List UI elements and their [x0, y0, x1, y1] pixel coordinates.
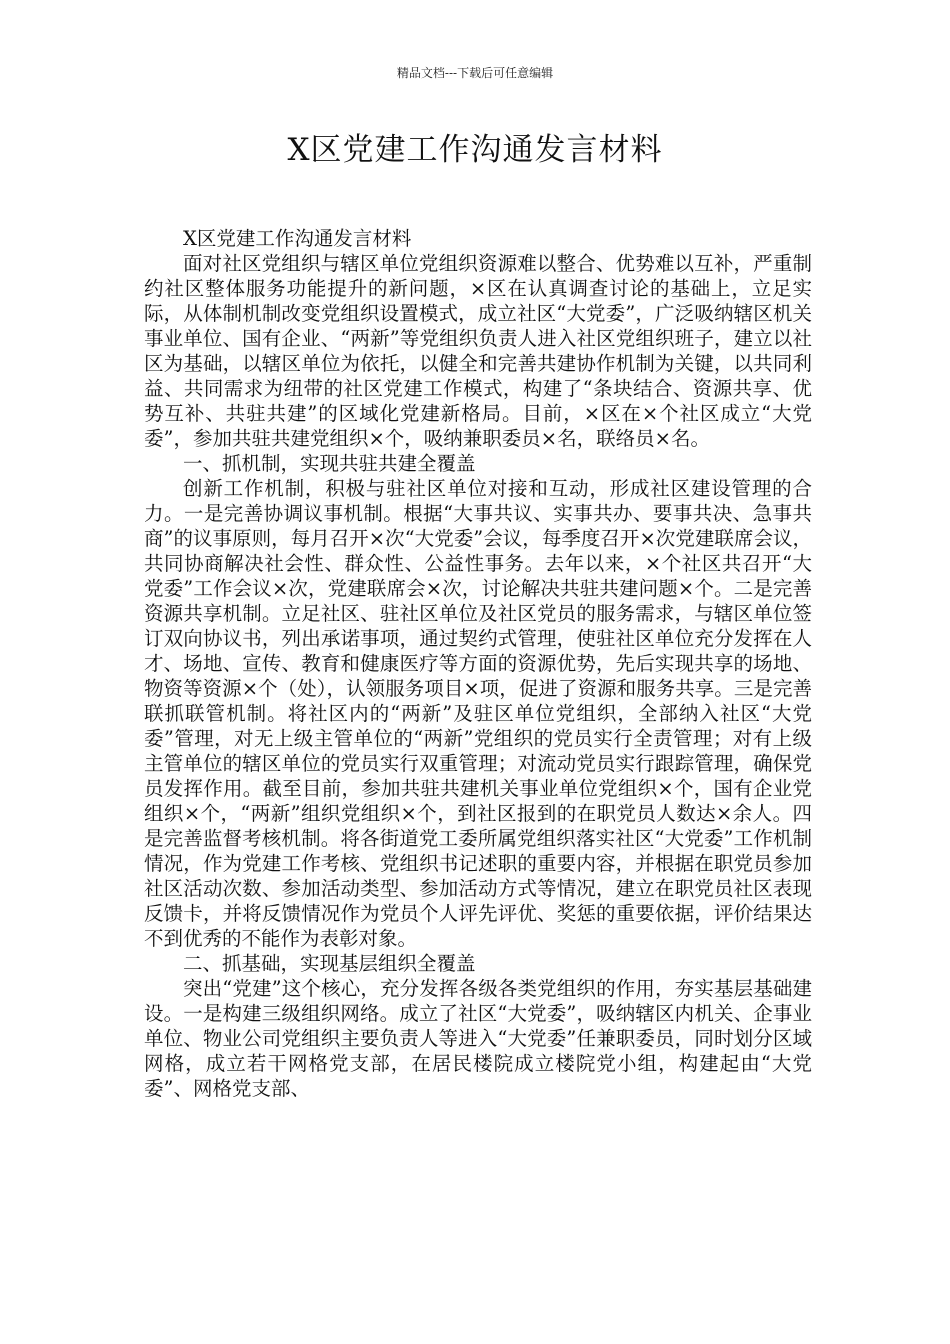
- paragraph-section-1: 创新工作机制，积极与驻社区单位对接和互动，形成社区建设管理的合力。一是完善协调议事机制。根据“大事共议、实事共办、要事共决、急事共商”的议事原则，每月召开×次“大党委”会议，每季度召开×次党建联席会议，共同协商解决社会性、群众性、公益性事务。去年以来，×个社区共召开“大党委”工作会议×次，党建联席会×次，讨论解决共驻共建问题×个。二是完善资源共享机制。立足社区、驻社区单位及社区党员的服务需求，与辖区单位签订双向协议书，列出承诺事项，通过契约式管理，使驻社区单位充分发挥在人才、场地、宣传、教育和健康医疗等方面的资源优势，先后实现共享的场地、物资等资源×个（处），认领服务项目×项，促进了资源和服务共享。三是完善联抓联管机制。将社区内的“两新”及驻区单位党组织，全部纳入社区“大党委”管理，对无上级主管单位的“两新”党组织的党员实行全责管理；对有上级主管单位的辖区单位的党员实行双重管理；对流动党员实行跟踪管理，确保党员发挥作用。截至目前，参加共驻共建机关事业单位党组织×个，国有企业党组织×个，“两新”组织党组织×个，到社区报到的在职党员人数达×余人。四是完善监督考核机制。将各街道党工委所属党组织落实社区“大党委”工作机制情况，作为党建工作考核、党组织书记述职的重要内容，并根据在职党员参加社区活动次数、参加活动类型、参加活动方式等情况，建立在职党员社区表现反馈卡，并将反馈情况作为党员个人评先评优、奖惩的重要依据，评价结果达不到优秀的不能作为表彰对象。: [144, 477, 812, 950]
- paragraph-intro: 面对社区党组织与辖区单位党组织资源难以整合、优势难以互补，严重制约社区整体服务功能提升的新问题，×区在认真调查讨论的基础上，立足实际，从体制机制改变党组织设置模式，成立社区“大党委”，广泛吸纳辖区机关事业单位、国有企业、“两新”等党组织负责人进入社区党组织班子，建立以社区为基础，以辖区单位为依托，以健全和完善共建协作机制为关键，以共同利益、共同需求为纽带的社区党建工作模式，构建了“条块结合、资源共享、优势互补、共驻共建”的区域化党建新格局。目前，×区在×个社区成立“大党委”，参加共驻共建党组织×个，吸纳兼职委员×名，联络员×名。: [144, 252, 812, 450]
- header-note: 精品文档---下载后可任意编辑: [396, 66, 554, 80]
- section-heading-1: 一、抓机制，实现共驻共建全覆盖: [183, 452, 476, 475]
- section-heading-2: 二、抓基础，实现基层组织全覆盖: [183, 952, 476, 975]
- paragraph-section-2: 突出“党建”这个核心，充分发挥各级各类党组织的作用，夯实基层基础建设。一是构建三级组织网络。成立了社区“大党委”，吸纳辖区内机关、企事业单位、物业公司党组织主要负责人等进入“大党委”任兼职委员，同时划分区域网格，成立若干网格党支部，在居民楼院成立楼院党小组，构建起由“大党委”、网格党支部、: [144, 977, 812, 1100]
- paragraph-subtitle: X区党建工作沟通发言材料: [183, 227, 412, 250]
- document-title: X区党建工作沟通发言材料: [287, 132, 663, 168]
- document-body: [144, 226, 812, 1101]
